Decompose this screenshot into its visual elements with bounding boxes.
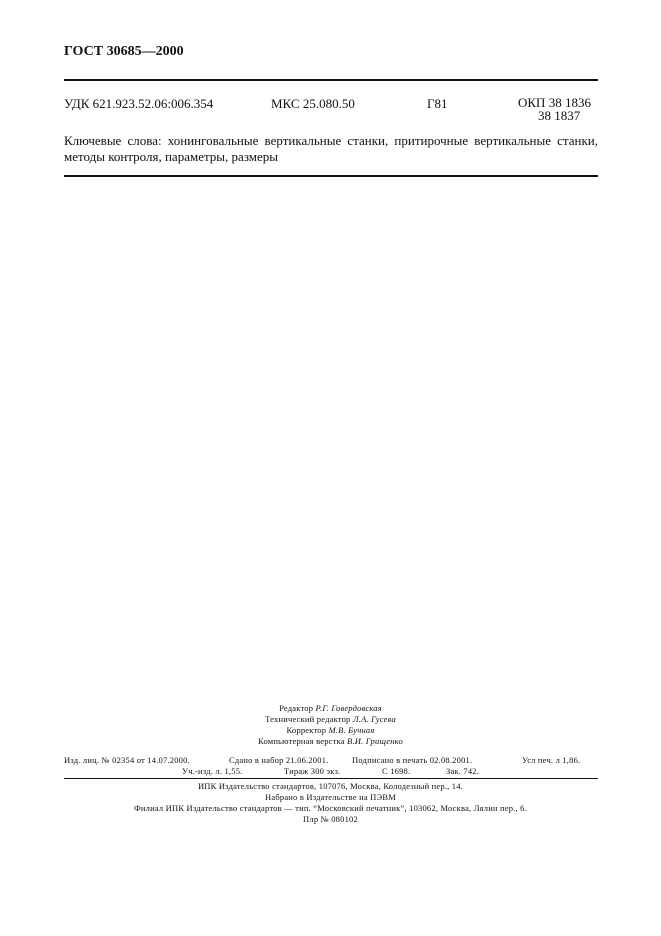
order-number: Зак. 742. bbox=[446, 766, 480, 776]
footer-line-1: ИПК Издательство стандартов, 107076, Москва, Колодезный пер., 14. bbox=[197, 781, 464, 791]
document-title: ГОСТ 30685—2000 bbox=[64, 44, 184, 59]
code: С 1698. bbox=[382, 766, 411, 776]
footer-line-3: Филиал ИПК Издательство стандартов — тип. “Московский печатник”, 103062, Москва, Лялин пер., 6. bbox=[134, 803, 527, 813]
signed-for-print: Подписано в печать 02.08.2001. bbox=[352, 755, 473, 765]
keywords: Ключевые слова: хонинговальные вертикальные станки, притирочные вертикальные станки, методы контроля, параметры, размеры bbox=[64, 133, 598, 164]
okp-line-1: ОКП 38 1836 bbox=[518, 95, 591, 110]
editor-name: Р.Г. Говердовская bbox=[315, 703, 382, 713]
sent-to-typesetting: Сдано в набор 21.06.2001. bbox=[229, 755, 329, 765]
layout-line: Компьютерная верстка В.И. Грищенко bbox=[258, 736, 403, 746]
license-info: Изд. лиц. № 02354 от 14.07.2000. bbox=[64, 755, 190, 765]
corrector-line: Корректор М.В. Бучная bbox=[286, 725, 375, 735]
footer-line-4: Плр № 080102 bbox=[303, 814, 358, 824]
top-divider bbox=[64, 79, 598, 81]
udk-code: УДК 621.923.52.06:006.354 bbox=[64, 96, 214, 111]
publisher-sheets: Уч.-изд. л. 1,55. bbox=[182, 766, 243, 776]
okp-line-2: 38 1837 bbox=[538, 108, 581, 123]
footer-divider bbox=[64, 778, 598, 779]
publisher-footer bbox=[0, 781, 661, 825]
print-sheets: Усл печ. л 1,86. bbox=[522, 755, 581, 765]
group-code: Г81 bbox=[427, 96, 448, 111]
editor-line: Редактор Р.Г. Говердовская bbox=[279, 703, 382, 713]
tech-editor-name: Л.А. Гусева bbox=[352, 714, 396, 724]
layout-name: В.И. Грищенко bbox=[347, 736, 403, 746]
print-run: Тираж 300 экз. bbox=[284, 766, 341, 776]
keywords-divider bbox=[64, 175, 598, 177]
tech-editor-line: Технический редактор Л.А. Гусева bbox=[265, 714, 396, 724]
credits-block bbox=[0, 703, 661, 747]
okp-code bbox=[518, 96, 598, 122]
mks-code: МКС 25.080.50 bbox=[271, 96, 355, 111]
footer-line-2: Набрано в Издательстве на ПЭВМ bbox=[265, 792, 396, 802]
corrector-name: М.В. Бучная bbox=[328, 725, 375, 735]
